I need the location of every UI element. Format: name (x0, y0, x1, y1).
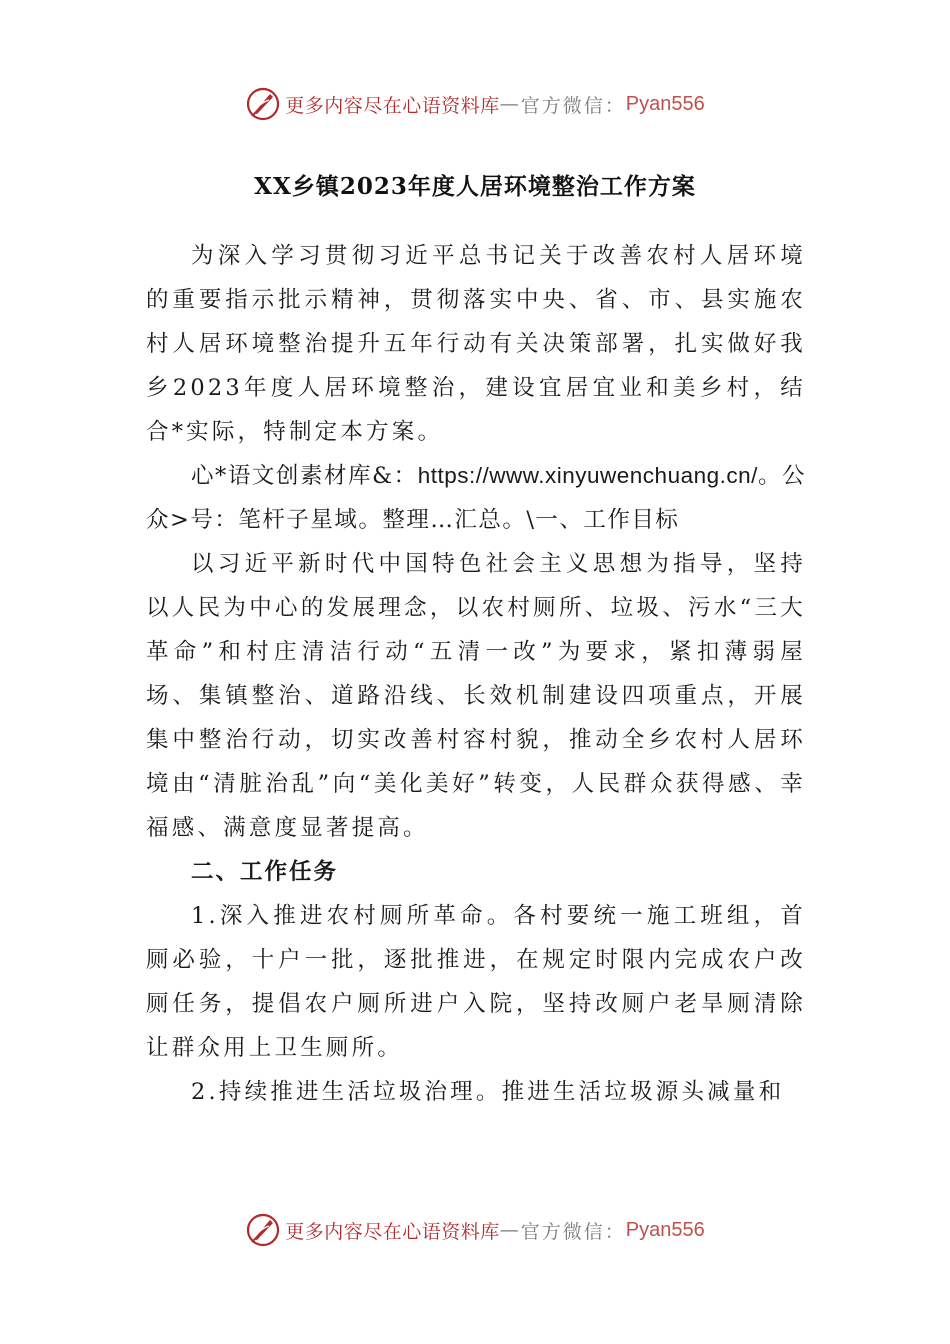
task-1-paragraph: 1.深入推进农村厕所革命。各村要统一施工班组，首厕必验，十户一批，逐批推进，在规定时限内完成农户改厕任务，提倡农户厕所进户入院，坚持改厕户老旱厕清除让群众用上卫生厕所。 (146, 903, 806, 1061)
source-prefix: 心*语文创素材库&： (191, 463, 418, 489)
source-paragraph (146, 454, 806, 542)
quill-logo-icon (245, 1212, 281, 1248)
intro-paragraph: 为深入学习贯彻习近平总书记关于改善农村人居环境的重要指示批示精神，贯彻落实中央、省、市、县实施农村人居环境整治提升五年行动有关决策部署，扎实做好我乡2023年度人居环境整治，建设宜居宜业和美乡村，结合*实际，特制定本方案。 (146, 243, 806, 445)
banner-official-label: 官方微信： (520, 1220, 626, 1243)
header-watermark-banner (0, 82, 950, 126)
banner-official-label: 官方微信： (520, 94, 626, 117)
section-heading-tasks: 二、工作任务 (191, 859, 339, 885)
source-url: https://www.xinyuwenchuang.cn/ (417, 463, 758, 488)
quill-logo-icon (245, 86, 281, 122)
banner-wechat-id: Pyan556 (625, 92, 705, 115)
document-title: XX乡镇2023年度人居环境整治工作方案 (254, 173, 696, 200)
document-body (146, 234, 806, 1114)
banner-dash: — (499, 93, 521, 115)
task-2-paragraph: 2.持续推进生活垃圾治理。推进生活垃圾源头减量和 (191, 1079, 785, 1105)
source-suffix: 。公众>号：笔杆子星域。整理…汇总。\一、工作目标 (146, 463, 806, 533)
banner-wechat-id: Pyan556 (625, 1218, 705, 1241)
banner-main-text: 更多内容尽在心语资料库 (285, 1220, 500, 1243)
banner-dash: — (499, 1219, 521, 1241)
goal-paragraph: 以习近平新时代中国特色社会主义思想为指导，坚持以人民为中心的发展理念，以农村厕所、垃圾、污水“三大革命”和村庄清洁行动“五清一改”为要求，紧扣薄弱屋场、集镇整治、道路沿线、长效机制建设四项重点，开展集中整治行动，切实改善村容村貌，推动全乡农村人居环境由“清脏治乱”向“美化美好”转变，人民群众获得感、幸福感、满意度显著提高。 (146, 551, 806, 841)
banner-main-text: 更多内容尽在心语资料库 (285, 94, 500, 117)
footer-watermark-banner (0, 1208, 950, 1252)
